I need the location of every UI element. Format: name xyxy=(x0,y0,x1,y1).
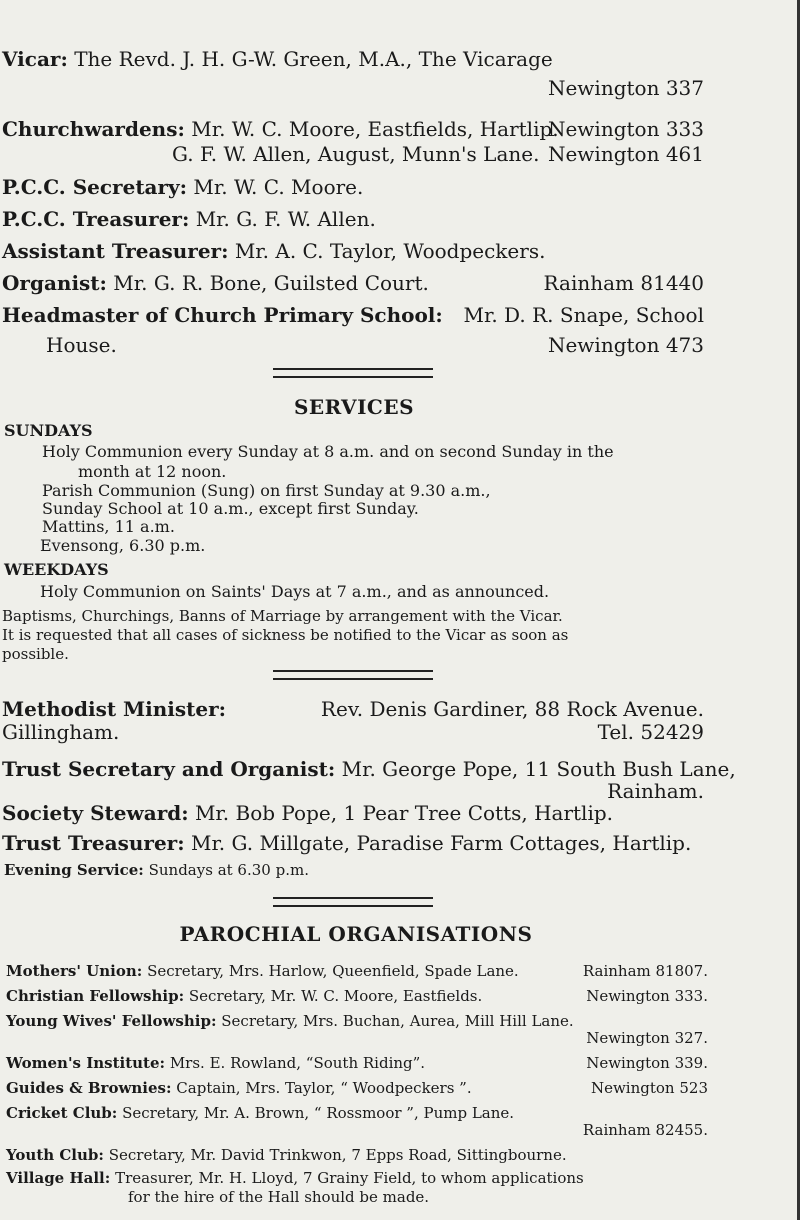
village-hall-cont: for the hire of the Hall should be made. xyxy=(128,1188,430,1206)
vicar-line xyxy=(2,47,553,71)
guides-brownies: Captain, Mrs. Taylor, “ Woodpeckers ”. xyxy=(176,1079,472,1097)
pcc-secretary: Mr. W. C. Moore. xyxy=(193,175,364,199)
pcc-secretary-line xyxy=(2,175,363,199)
mothers-union-line xyxy=(6,962,519,980)
young-wives: Secretary, Mrs. Buchan, Aurea, Mill Hill Lane. xyxy=(221,1012,574,1030)
weekdays-label: WEEKDAYS xyxy=(4,560,109,579)
trust-secretary: Mr. George Pope, 11 South Bush Lane, xyxy=(341,757,736,781)
womens-institute-label: Women's Institute: xyxy=(6,1054,166,1072)
village-hall-label: Village Hall: xyxy=(6,1169,111,1187)
pcc-secretary-label: P.C.C. Secretary: xyxy=(2,175,188,199)
note-line-2: It is requested that all cases of sickness be notified to the Vicar as soon as xyxy=(2,626,569,644)
headmaster-cont: House. xyxy=(46,333,117,357)
womens-institute-phone: Newington 339. xyxy=(586,1054,708,1072)
services-title: SERVICES xyxy=(293,395,415,419)
mothers-union-label: Mothers' Union: xyxy=(6,962,143,980)
headmaster-phone: Newington 473 xyxy=(547,333,704,357)
guides-brownies-line xyxy=(6,1079,472,1097)
society-steward: Mr. Bob Pope, 1 Pear Tree Cotts, Hartlip. xyxy=(194,801,614,825)
organist-phone: Rainham 81440 xyxy=(543,271,704,295)
trust-secretary-town: Rainham. xyxy=(607,779,704,803)
vicar-text: The Revd. J. H. G-W. Green, M.A., The Vicarage xyxy=(74,47,553,71)
christian-fellowship-line xyxy=(6,987,482,1005)
christian-fellowship: Secretary, Mr. W. C. Moore, Eastfields. xyxy=(188,987,483,1005)
village-hall: Treasurer, Mr. H. Lloyd, 7 Grainy Field, to whom applications xyxy=(115,1169,584,1187)
note-line-1: Baptisms, Churchings, Banns of Marriage by arrangement with the Vicar. xyxy=(2,607,563,625)
methodist-minister-label: Methodist Minister: xyxy=(2,697,227,721)
headmaster-label: Headmaster of Church Primary School: xyxy=(2,303,443,327)
sunday-line-2: month at 12 noon. xyxy=(78,462,227,481)
trust-treasurer: Mr. G. Millgate, Paradise Farm Cottages, Hartlip. xyxy=(190,831,692,855)
assistant-treasurer-label: Assistant Treasurer: xyxy=(2,239,229,263)
sunday-line-5: Mattins, 11 a.m. xyxy=(42,517,175,536)
churchwardens-line xyxy=(2,117,559,141)
note-line-3: possible. xyxy=(2,645,69,663)
village-hall-line xyxy=(6,1169,584,1187)
organisations-title: PAROCHIAL ORGANISATIONS xyxy=(179,922,533,946)
youth-club-line xyxy=(6,1146,567,1164)
churchwarden-2: G. F. W. Allen, August, Munn's Lane. xyxy=(172,142,540,166)
young-wives-label: Young Wives' Fellowship: xyxy=(6,1012,217,1030)
youth-club: Secretary, Mr. David Trinkwon, 7 Epps Road, Sittingbourne. xyxy=(108,1146,567,1164)
trust-secretary-line xyxy=(2,757,736,781)
methodist-minister-line xyxy=(2,697,226,721)
pcc-treasurer: Mr. G. F. W. Allen. xyxy=(195,207,376,231)
sunday-line-4: Sunday School at 10 a.m., except first Sunday. xyxy=(42,499,419,518)
youth-club-label: Youth Club: xyxy=(6,1146,104,1164)
mothers-union-phone: Rainham 81807. xyxy=(582,962,708,980)
divider xyxy=(273,368,433,378)
society-steward-line xyxy=(2,801,613,825)
womens-institute-line xyxy=(6,1054,425,1072)
trust-treasurer-label: Trust Treasurer: xyxy=(2,831,185,855)
churchwarden-1: Mr. W. C. Moore, Eastfields, Hartlip. xyxy=(191,117,559,141)
society-steward-label: Society Steward: xyxy=(2,801,189,825)
trust-treasurer-line xyxy=(2,831,691,855)
cricket-club-line xyxy=(6,1104,514,1122)
weekday-line: Holy Communion on Saints' Days at 7 a.m., and as announced. xyxy=(40,582,550,601)
methodist-minister: Rev. Denis Gardiner, 88 Rock Avenue. xyxy=(320,697,704,721)
headmaster-line xyxy=(2,303,443,327)
christian-fellowship-phone: Newington 333. xyxy=(586,987,708,1005)
churchwarden-1-phone: Newington 333 xyxy=(547,117,704,141)
sunday-line-1: Holy Communion every Sunday at 8 a.m. and on second Sunday in the xyxy=(42,442,614,461)
evening-service: Sundays at 6.30 p.m. xyxy=(148,861,309,879)
guides-brownies-label: Guides & Brownies: xyxy=(6,1079,172,1097)
pcc-treasurer-label: P.C.C. Treasurer: xyxy=(2,207,190,231)
assistant-treasurer: Mr. A. C. Taylor, Woodpeckers. xyxy=(234,239,546,263)
organist-line xyxy=(2,271,429,295)
womens-institute: Mrs. E. Rowland, “South Riding”. xyxy=(169,1054,426,1072)
christian-fellowship-label: Christian Fellowship: xyxy=(6,987,185,1005)
guides-brownies-phone: Newington 523 xyxy=(590,1079,708,1097)
cricket-club-phone: Rainham 82455. xyxy=(582,1121,708,1139)
sunday-line-6: Evensong, 6.30 p.m. xyxy=(40,536,206,555)
evening-service-line xyxy=(4,861,309,879)
divider xyxy=(273,897,433,907)
organist-label: Organist: xyxy=(2,271,107,295)
methodist-minister-town: Gillingham. xyxy=(2,720,120,744)
headmaster: Mr. D. R. Snape, School xyxy=(463,303,704,327)
pcc-treasurer-line xyxy=(2,207,376,231)
cricket-club: Secretary, Mr. A. Brown, “ Rossmoor ”, Pump Lane. xyxy=(122,1104,515,1122)
cricket-club-label: Cricket Club: xyxy=(6,1104,118,1122)
young-wives-line xyxy=(6,1012,574,1030)
methodist-minister-phone: Tel. 52429 xyxy=(597,720,704,744)
young-wives-phone: Newington 327. xyxy=(586,1029,708,1047)
sunday-line-3: Parish Communion (Sung) on first Sunday at 9.30 a.m., xyxy=(42,481,491,500)
sundays-label: SUNDAYS xyxy=(4,421,93,440)
vicar-phone: Newington 337 xyxy=(547,76,704,100)
trust-secretary-label: Trust Secretary and Organist: xyxy=(2,757,336,781)
organist: Mr. G. R. Bone, Guilsted Court. xyxy=(113,271,429,295)
mothers-union: Secretary, Mrs. Harlow, Queenfield, Spade Lane. xyxy=(147,962,519,980)
vicar-label: Vicar: xyxy=(2,47,68,71)
evening-service-label: Evening Service: xyxy=(4,861,144,879)
divider xyxy=(273,670,433,680)
churchwarden-2-phone: Newington 461 xyxy=(547,142,704,166)
churchwardens-label: Churchwardens: xyxy=(2,117,185,141)
assistant-treasurer-line xyxy=(2,239,545,263)
